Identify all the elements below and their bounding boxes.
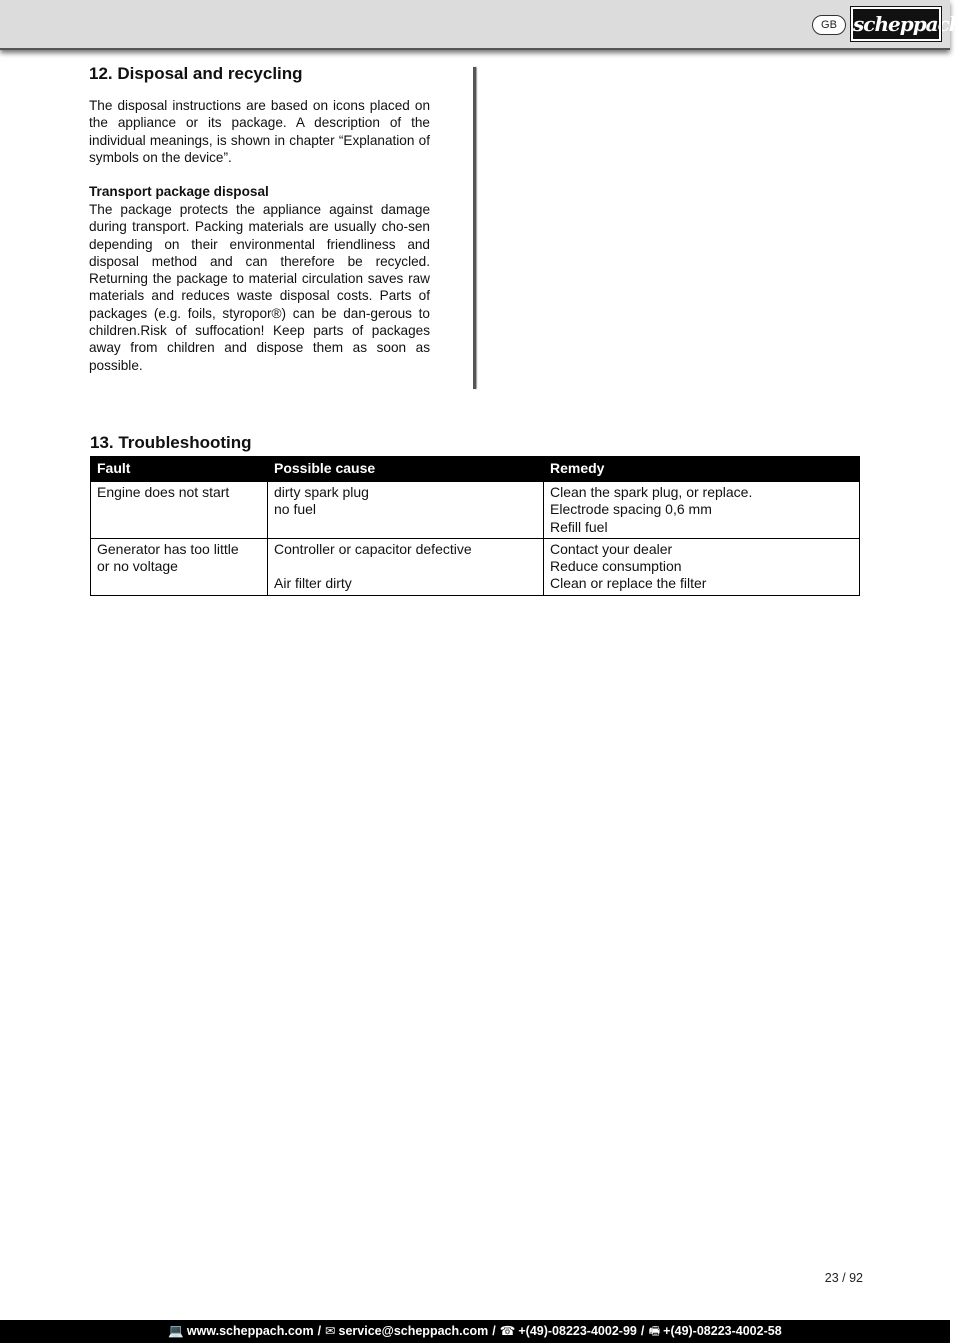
fault-cell: [91, 482, 268, 539]
remedy-cell: [544, 482, 860, 539]
cell-line: Contact your dealer: [550, 540, 673, 557]
table-row: [91, 538, 860, 595]
fax-number: +(49)-08223-4002-58: [663, 1324, 782, 1338]
cell-line: Controller or capacitor defective: [274, 540, 472, 557]
phone-number: +(49)-08223-4002-99: [518, 1324, 637, 1338]
section-12-title: 12. Disposal and recycling: [89, 64, 303, 83]
fault-cell: [91, 538, 268, 595]
transport-package-paragraph: The package protects the appliance against damage during transport. Packing materials are usually cho-sen depending on their environmental friendliness and disposal method and can therefore be recycled. Returning the package to material circulation saves raw materials and reduces waste disposal costs. Parts of packages (e.g. foils, styropor®) can be dan-gerous to children.Risk of suffocation! Keep parts of packages away from children and dispose them as soon as possible.: [89, 202, 430, 373]
column-divider: [473, 67, 476, 389]
table-row: [91, 482, 860, 539]
cell-line: Refill fuel: [550, 518, 608, 535]
cause-cell: [268, 482, 544, 539]
separator: /: [492, 1324, 496, 1338]
cell-line: no fuel: [274, 501, 317, 518]
table-header-row: [91, 457, 860, 482]
cell-line: Engine does not start: [97, 484, 230, 500]
disposal-intro-paragraph: The disposal instructions are based on icons placed on the appliance or its package. A description of the individual meanings, is shown in chapter “Explanation of symbols on the device”.: [89, 98, 430, 165]
footer-bar: [0, 1320, 950, 1343]
section-13-title: 13. Troubleshooting: [90, 433, 252, 452]
computer-icon: 💻: [168, 1324, 184, 1338]
cell-line: [274, 558, 537, 575]
cause-cell: [268, 538, 544, 595]
email-link[interactable]: service@scheppach.com: [338, 1324, 489, 1338]
remedy-cell: [544, 538, 860, 595]
cell-line: Generator has too little: [97, 540, 239, 557]
cell-line: Clean or replace the filter: [550, 575, 707, 592]
transport-package-subheading: Transport package disposal: [89, 184, 269, 199]
page-number: 23 / 92: [824, 1271, 863, 1285]
cell-line: or no voltage: [97, 558, 178, 575]
column-header-cause: Possible cause: [268, 457, 544, 482]
mail-icon: ✉: [325, 1324, 336, 1338]
website-link[interactable]: www.scheppach.com: [186, 1324, 314, 1338]
cell-line: Reduce consumption: [550, 558, 682, 575]
troubleshooting-table: [90, 456, 860, 596]
column-header-fault: Fault: [91, 457, 268, 482]
cell-line: dirty spark plug: [274, 484, 369, 500]
phone-icon: ☎: [499, 1324, 516, 1338]
cell-line: Electrode spacing 0,6 mm: [550, 501, 712, 518]
cell-line: Clean the spark plug, or replace.: [550, 484, 753, 500]
header-bar: [0, 0, 962, 50]
scheppach-logo: scheppach: [851, 7, 941, 41]
language-badge: GB: [812, 15, 846, 35]
separator: /: [317, 1324, 322, 1338]
cell-line: Air filter dirty: [274, 575, 352, 592]
separator: /: [640, 1324, 645, 1338]
fax-icon: 🖷: [648, 1324, 661, 1338]
column-header-remedy: Remedy: [544, 457, 860, 482]
